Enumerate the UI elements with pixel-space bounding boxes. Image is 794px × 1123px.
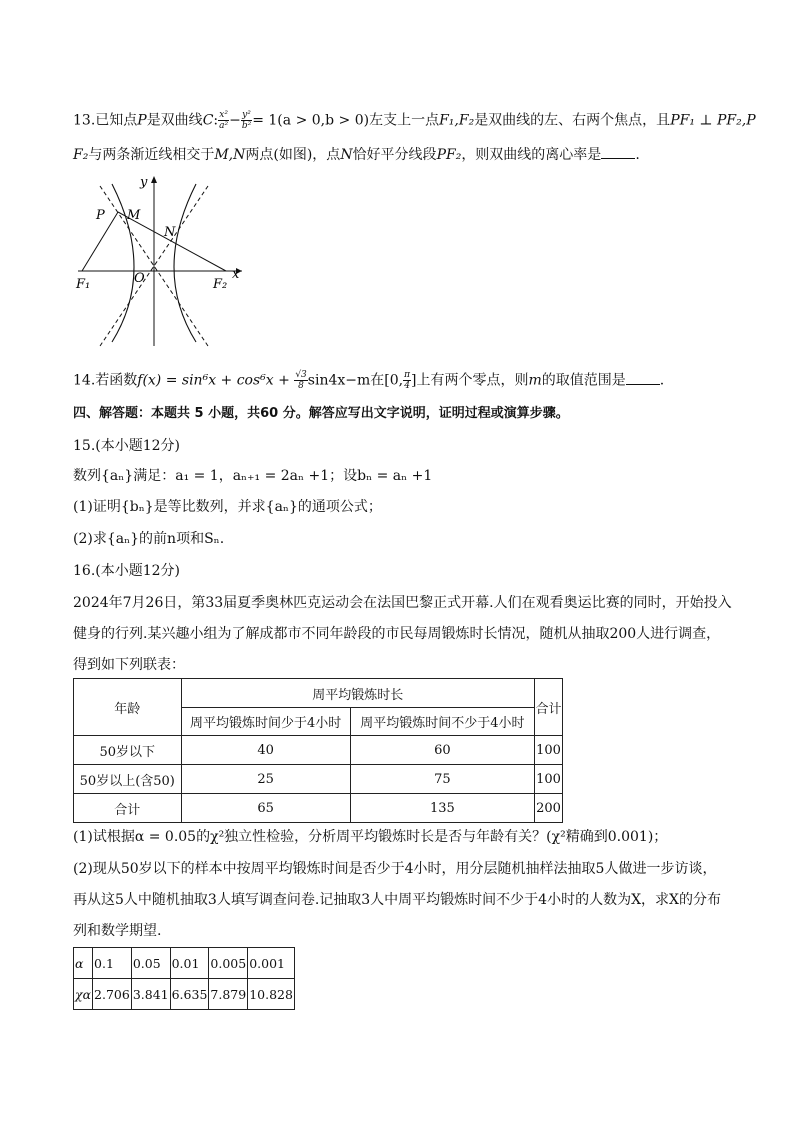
fraction: $\frac{\text{y²}}{\text{b²}}$ bbox=[241, 110, 252, 131]
answer-blank bbox=[601, 146, 635, 159]
table-row: 50岁以下 40 60 100 bbox=[74, 736, 563, 765]
q13-text: 13.已知点 bbox=[73, 112, 138, 129]
q15-line1: 数列{aₙ}满足：a₁ = 1，aₙ₊₁ = 2aₙ +1；设bₙ = aₙ +1 bbox=[73, 468, 433, 484]
q16-part2-line1: (2)现从50岁以下的样本中按周平均锻炼时间是否少于4小时，用分层随机抽样法抽取5人做进一步访谈， bbox=[73, 861, 717, 877]
table-row: 50岁以上(含50) 25 75 100 bbox=[74, 765, 563, 794]
header-group: 周平均锻炼时长 bbox=[181, 679, 534, 708]
header-notless: 周平均锻炼时间不少于4小时 bbox=[350, 708, 534, 736]
table-row: α 0.1 0.05 0.01 0.005 0.001 bbox=[74, 948, 295, 979]
table-row: 合计 65 135 200 bbox=[74, 794, 563, 823]
q16-line2: 健身的行列.某兴趣小组为了解成都市不同年龄段的市民每周锻炼时长情况，随机从抽取200人进行调查， bbox=[73, 626, 721, 642]
label-F2: F₂ bbox=[213, 277, 228, 292]
q16-part2-line3: 列和数学期望. bbox=[73, 923, 162, 939]
q16-header: 16.(本小题12分) bbox=[73, 563, 181, 579]
section-heading: 四、解答题：本题共 5 小题，共60 分。解答应写出文字说明，证明过程或演算步骤。 bbox=[73, 406, 569, 421]
label-N: N bbox=[164, 225, 176, 240]
right-branch bbox=[174, 184, 196, 342]
q13-line2: F₂与两条渐近线相交于M,N两点(如图)，点N恰好平分线段PF₂，则双曲线的离心率是 . bbox=[73, 147, 640, 163]
q16-part2-line2: 再从这5人中随机抽取3人填写调查问卷.记抽取3人中周平均锻炼时间不少于4小时的人数为X，求X的分布 bbox=[73, 892, 722, 908]
answer-blank bbox=[626, 372, 660, 385]
y-axis-arrow bbox=[151, 176, 157, 183]
fraction: $\frac{\pi}{4}$ bbox=[404, 370, 411, 391]
contingency-table bbox=[73, 678, 563, 823]
q14-line: 14.若函数f(x) = sin⁶x + cos⁶x + $\frac{√3}{8}$ sin4x−m在[0, $\frac{\pi}{4}$ ]上有两个零点，则m的取值范围是 . bbox=[73, 370, 665, 391]
q15-header: 15.(本小题12分) bbox=[73, 438, 181, 454]
label-F1: F₁ bbox=[76, 277, 91, 292]
q16-line1: 2024年7月26日，第33届夏季奥林匹克运动会在法国巴黎正式开幕.人们在观看奥运比赛的同时，开始投入 bbox=[73, 595, 732, 611]
label-x: x bbox=[232, 267, 240, 282]
label-O: O bbox=[134, 271, 145, 286]
header-age: 年龄 bbox=[74, 679, 182, 736]
q15-line2: (1)证明{bₙ}是等比数列，并求{aₙ}的通项公式； bbox=[73, 499, 382, 515]
label-P: P bbox=[96, 208, 105, 223]
table-row: χα 2.706 3.841 6.635 7.879 10.828 bbox=[74, 979, 295, 1010]
header-total: 合计 bbox=[534, 679, 562, 736]
q15-line3: (2)求{aₙ}的前n项和Sₙ. bbox=[73, 531, 225, 547]
hyperbola-figure bbox=[70, 172, 250, 348]
fraction: $\frac{√3}{8}$ bbox=[295, 370, 307, 391]
label-M: M bbox=[127, 208, 141, 223]
q16-line3: 得到如下列联表： bbox=[73, 657, 185, 673]
q13-line1: 13.已知点P是双曲线C: $\frac{\text{x²}}{\text{a²}}$ − $\frac{\text{y²}}{\text{b²}}$ = 1(a > 0,b > 0)左支上一点F₁,F₂是双曲线的左、右两个焦点，且PF₁ ⊥ PF₂,P bbox=[73, 110, 756, 131]
q16-part1: (1)试根据α = 0.05的χ²独立性检验，分析周平均锻炼时长是否与年龄有关？(χ²精确到0.001)； bbox=[73, 829, 668, 845]
fraction: $\frac{\text{x²}}{\text{a²}}$ bbox=[219, 110, 229, 131]
critical-value-table bbox=[73, 947, 295, 1010]
header-less: 周平均锻炼时间少于4小时 bbox=[181, 708, 350, 736]
label-y: y bbox=[140, 175, 148, 190]
